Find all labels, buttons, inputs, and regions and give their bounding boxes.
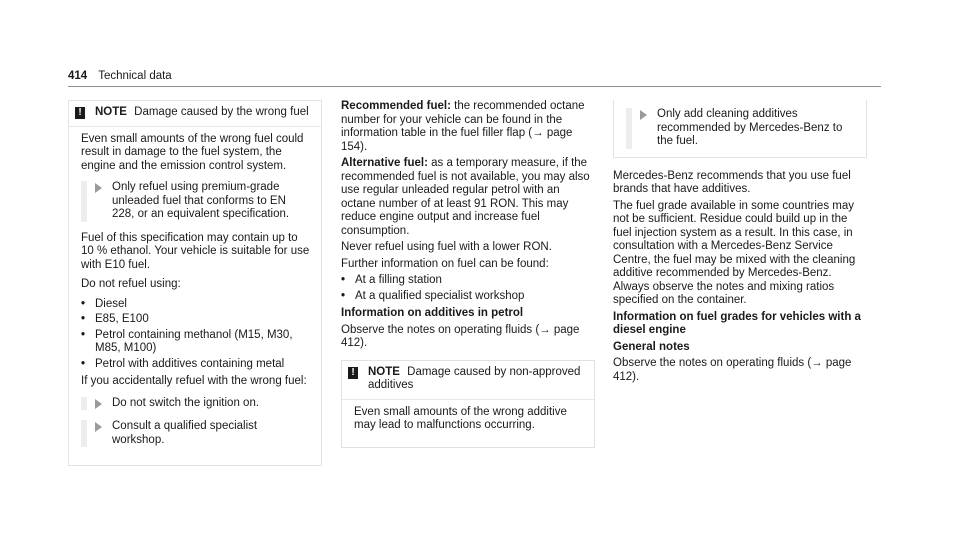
accident-text: If you accidentally refuel with the wrong fuel: [81,375,307,387]
note-title [95,106,309,120]
diesel-heading: Information on fuel grades for vehicles with a diesel engine [613,310,861,336]
step-refuel-premium [81,181,311,222]
alternative-fuel-text: as a temporary measure, if the recommended fuel is not available, you may also use regular unleaded regular petrol with an octane number of at least 91 RON. This may reduce engine output and increase fuel consumption. [341,157,590,237]
info-bullet-list [341,274,595,303]
list-item [81,298,311,312]
warning-icon: ! [348,367,358,379]
additives-heading: Information on additives in petrol [341,307,524,319]
fuel-spec-text: Fuel of this specification may contain up to 10 % ethanol. Your vehicle is suitable for use with E10 fuel. [81,231,310,271]
step-arrow-icon [95,399,102,409]
step-bar [81,397,87,411]
never-refuel-text: Never refuel using fuel with a lower RON. [341,241,552,253]
step-bar [626,108,632,149]
note-header [342,361,594,400]
list-item-text: At a filling station [355,274,442,286]
page-header [68,70,172,82]
recommended-fuel-label: Recommended fuel: [341,100,451,112]
note-body [342,400,594,447]
note-subtitle: Damage caused by non-approved additives [368,365,581,391]
column-1 [68,100,322,466]
note-title [368,366,586,393]
step-cleaning-additives [626,108,856,149]
further-info-text: Further information on fuel can be found: [341,257,549,270]
step-text: Only refuel using premium-grade unleaded fuel that conforms to EN 228, or an equivalent specification. [112,181,290,220]
note-subtitle: Damage caused by the wrong fuel [134,106,309,118]
do-not-refuel-text: Do not refuel using: [81,278,181,290]
bullet-icon: • [81,357,86,370]
header-divider [68,86,881,87]
step-consult-workshop [81,420,311,447]
recommended-fuel-text: the recommended octane number for your vehicle can be found in the information table in the fuel filler flap (→ page 154). [341,100,585,153]
warning-icon: ! [75,107,85,119]
list-item-text: E85, E100 [95,313,149,325]
bullet-icon: • [341,289,346,302]
list-item [81,313,311,327]
fuel-bullet-list [81,298,311,372]
alternative-fuel-paragraph [341,157,595,238]
list-item [81,358,311,372]
note-label: NOTE [95,106,127,118]
recommend-brands-text: Mercedes-Benz recommends that you use fuel brands that have additives. [613,169,851,195]
step-arrow-icon [640,110,647,120]
general-notes-heading: General notes [613,340,690,353]
step-ignition [81,397,311,411]
recommended-fuel-paragraph [341,100,595,154]
bullet-icon: • [341,274,346,286]
note-header [69,101,321,127]
step-bar [81,420,87,447]
list-item-text: At a qualified specialist workshop [355,289,525,302]
column-3 [613,100,867,387]
note-box-additives [341,360,595,448]
note-box-continued [613,100,867,158]
list-item-text: Petrol with additives containing metal [95,357,285,370]
note-intro: Even small amounts of the wrong fuel could result in damage to the fuel system, the engine and the emission control system. [81,132,304,172]
page-number: 414 [68,70,88,82]
bullet-icon: • [81,328,86,341]
note-body [614,100,866,157]
column-2 [341,100,595,448]
step-bar [81,181,87,222]
note-box-wrong-fuel [68,100,322,466]
additives-text: Observe the notes on operating fluids (→ page 412). [341,323,580,349]
spacer [613,158,867,170]
bullet-icon: • [81,313,86,325]
bullet-icon: • [81,297,86,310]
note-body [69,127,321,466]
general-notes-text: Observe the notes on operating fluids (→ page 412). [613,357,852,383]
note-label: NOTE [368,365,400,378]
list-item [81,329,311,356]
step-arrow-icon [95,422,102,432]
list-item [341,274,595,288]
note-body-text: Even small amounts of the wrong additive may lead to malfunctions occurring. [354,405,567,431]
section-title: Technical data [98,70,172,82]
list-item-text: Diesel [95,297,127,310]
step-arrow-icon [95,183,102,193]
fuel-grade-text: The fuel grade available in some countries may not be sufficient. Residue could build up in the fuel injection system as a result. In this case, in consultation with a Mercedes-Benz Service Centre, the fuel may be mixed with the cleaning additive recommended by Mercedes-Benz. Always observe the notes and mixing ratios specified on the container. [613,199,856,306]
list-item-text: Petrol containing methanol (M15, M30, M85, M100) [95,328,293,354]
step-text: Only add cleaning additives recommended by Mercedes-Benz to the fuel. [657,108,843,147]
step-text: Consult a qualified specialist workshop. [112,420,258,446]
step-text: Do not switch the ignition on. [112,396,260,409]
alternative-fuel-label: Alternative fuel: [341,157,428,169]
list-item [341,290,595,304]
